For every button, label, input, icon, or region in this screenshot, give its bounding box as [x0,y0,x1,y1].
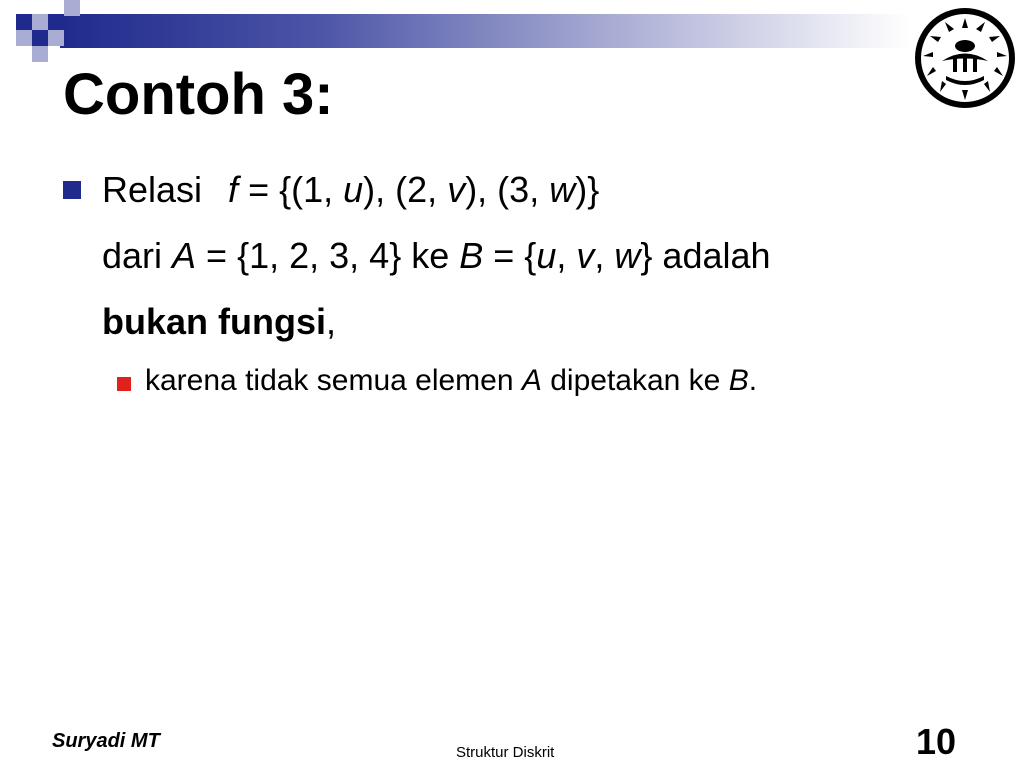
text: = {(1, [238,169,344,210]
var-u: u [343,169,364,210]
var-u: u [536,235,557,276]
sub-bullet-line [145,362,757,400]
header-gradient-bar [60,14,910,48]
text: , [556,235,577,276]
text: ), (3, [465,169,550,210]
var-f: f [228,169,239,210]
text: karena tidak semua elemen [145,364,522,397]
text: , [594,235,615,276]
footer-author: Suryadi MT [52,730,160,752]
university-emblem-icon [912,6,1018,110]
bullet-line-2 [102,234,771,278]
var-B: B [459,235,484,276]
decor-square [16,14,32,30]
bullet-square-icon [63,181,81,199]
text-relasi: Relasi [102,169,203,210]
sub-bullet-square-icon [117,377,131,391]
decor-square [16,30,32,46]
var-v: v [576,235,595,276]
var-A: A [521,364,542,397]
text: ), (2, [363,169,448,210]
decor-square [32,46,48,62]
text: dipetakan ke [541,364,729,397]
text: dari [102,235,173,276]
page-number: 10 [916,721,957,762]
text: )} [575,169,600,210]
decor-square [32,14,48,30]
bullet-line-1 [102,168,599,212]
text: , [326,301,337,342]
decor-square [32,30,48,46]
decor-square [48,14,64,30]
var-B: B [728,364,749,397]
text: = { [483,235,537,276]
text: . [748,364,758,397]
var-v: v [447,169,466,210]
bullet-line-3 [102,300,336,344]
text: } adalah [640,235,771,276]
decor-square [64,0,80,16]
emphasis-bukan-fungsi: bukan fungsi [102,301,326,342]
decor-square [48,30,64,46]
footer-course: Struktur Diskrit [456,744,555,761]
slide-title: Contoh 3: [63,62,334,127]
var-A: A [172,235,197,276]
var-w: w [614,235,641,276]
var-w: w [549,169,576,210]
text: = {1, 2, 3, 4} ke [196,235,460,276]
